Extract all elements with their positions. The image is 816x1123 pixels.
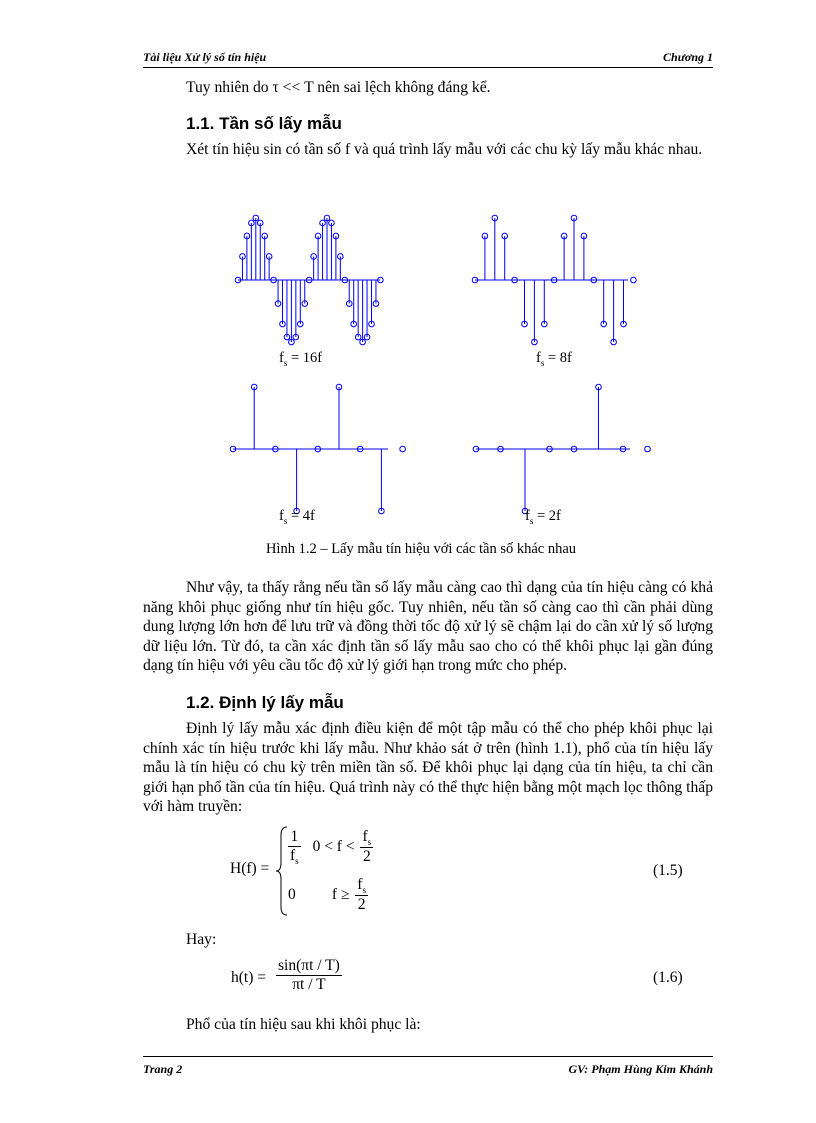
eq2-fraction: $\frac{\sin(\pi t / T)}{\pi t / T}$ [278,957,340,993]
last-line: Phổ của tín hiệu sau khi khôi phục là: [186,1016,421,1033]
eq1-number: (1.5) [653,862,683,879]
section-heading-1: 1.1. Tần số lấy mẫu [186,114,342,133]
hay-label: Hay: [186,931,217,948]
sample-point [400,446,406,452]
footer-page: Trang 2 [143,1062,183,1076]
section-2-text: Định lý lấy mẫu xác định điều kiện để một tập mẫu có thể cho phép khôi phục lại chính xác tín hiệu trước khi lấy mẫu. Như khảo sát ở trên (hình 1.1), phổ của tín hiệu lấy mẫu là tín hiệu có chu kỳ trên miền tần số. Để khôi phục lại dạng của tín hiệu, ta chỉ cần giới hạn phổ tần của tín hiệu. Quá trình này có thể thực hiện bằng một mạch lọc thông thấp với hàm truyền: [143,720,713,815]
sampling-figure [0,0,816,560]
eq1-brace [275,825,289,917]
eq1-row1: $\frac{1}{f_s}$ 0 < f < $\frac{f_s}{2}$ [290,828,372,867]
sample-point [645,446,651,452]
panel-label-16f: $f_s = 16f$ [279,350,323,368]
section-1-text: Xét tín hiệu sin có tần số f và quá trình lấy mẫu với các chu kỳ lấy mẫu khác nhau. [186,141,703,158]
stem-plot-2f [473,384,650,514]
page-footer [143,1062,713,1077]
panel-label-2f: $f_s = 2f$ [525,508,561,526]
intro-line: Tuy nhiên do τ << T nên sai lệch không đáng kể. [186,79,491,96]
footer-rule [143,1056,713,1057]
eq1-lhs: H(f) = [230,860,270,877]
header-title: Tài liệu Xử lý số tín hiệu [143,50,267,64]
footer-author: GV: Phạm Hùng Kim Khánh [568,1062,713,1076]
stem-plot-4f [230,384,405,514]
sample-point [631,277,637,283]
panel-label-8f: $f_s = 8f$ [536,350,572,368]
eq1-row2: 0 f ≥ $\frac{f_s}{2}$ [288,876,366,914]
eq2-lhs: h(t) = [231,969,266,986]
panel-label-4f: $f_s = 4f$ [279,508,315,526]
header-chapter: Chương 1 [663,50,713,64]
figure-caption: Hình 1.2 – Lấy mẫu tín hiệu với các tần số khác nhau [265,541,577,557]
stem-plot-16f [235,215,383,345]
section-heading-2: 1.2. Định lý lấy mẫu [186,693,344,712]
eq2-number: (1.6) [653,969,683,986]
paragraph-1: Như vậy, ta thấy rằng nếu tần số lấy mẫu càng cao thì dạng của tín hiệu càng có khả năng khôi phục giống như tín hiệu gốc. Tuy nhiên, nếu tần số càng cao thì cần phải dùng dung lượng lớn hơn để lưu trữ và đồng thời tốc độ xử lý sẽ chậm lại do cần xử lý số lượng dữ liệu lớn. Từ đó, ta cần xác định tần số lấy mẫu sao cho có thể khôi phục lại gần đúng dạng tín hiệu với yêu cầu tốc độ xử lý giới hạn trong mức cho phép. [143,579,713,674]
stem-plot-8f [472,215,636,345]
